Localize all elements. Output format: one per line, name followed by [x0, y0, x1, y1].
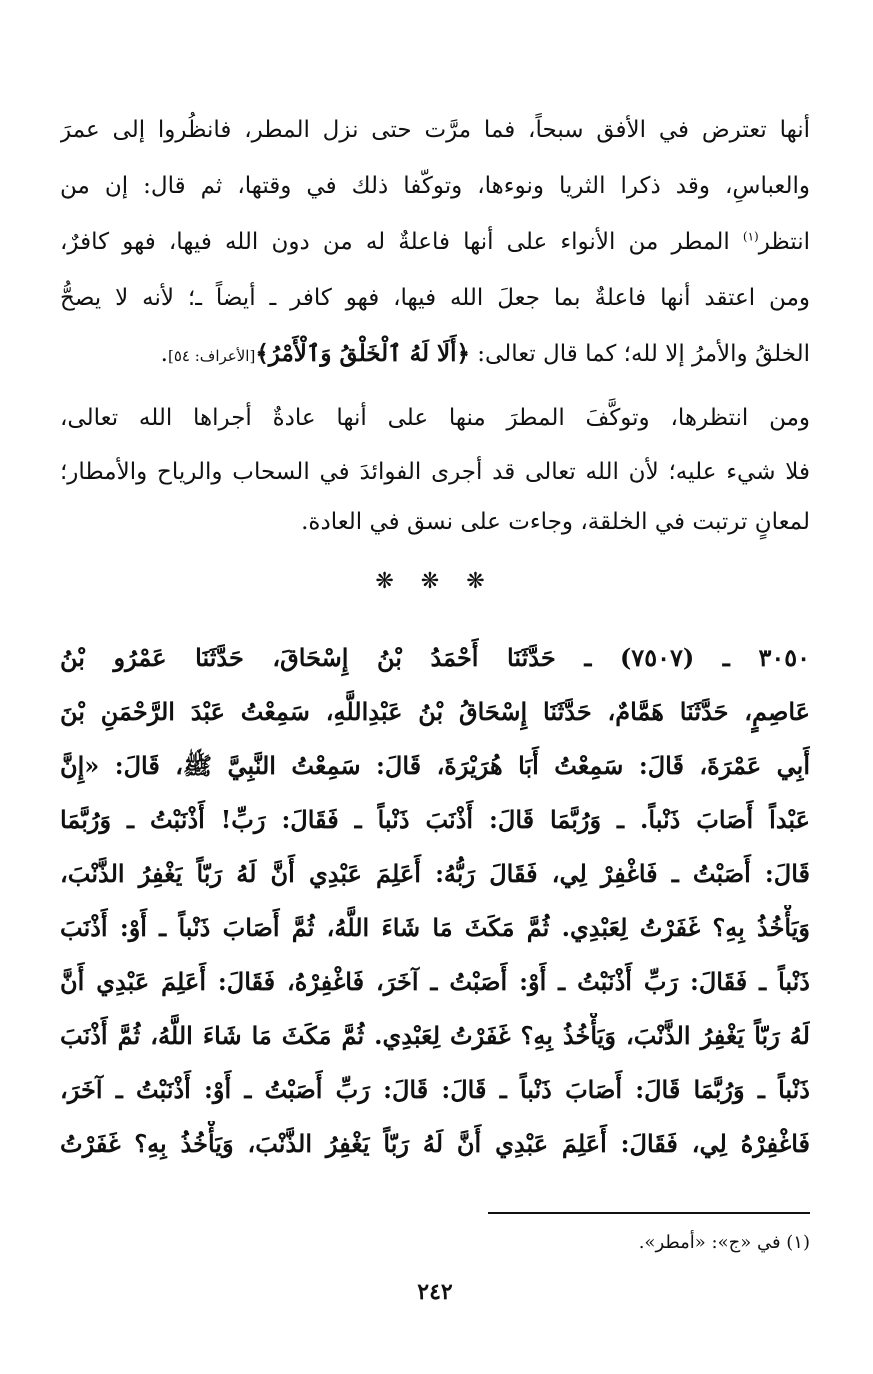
quran-verse: ﴿أَلَا لَهُ ٱلْخَلْقُ وَٱلْأَمْرُ﴾: [255, 340, 470, 367]
text-line: والعباسِ، وقد ذكرا الثريا ونوءها، وتوكّفا ذلك في وقتها، ثم قال: إن من: [60, 173, 810, 199]
text-line: عَاصِمٍ، حَدَّثَنَا هَمَّامٌ، حَدَّثَنَا إِسْحَاقُ بْنُ عَبْدِاللَّهِ، سَمِعْتُ عَبْدَ الرَّحْمَنِ بْنَ: [60, 697, 810, 726]
text-line: ذَنْباً ـ فَقَالَ: رَبِّ أَذْنَبْتُ ـ أَوْ: أَصَبْتُ ـ آخَرَ، فَاغْفِرْهُ، فَقَالَ: أَعَلِمَ عَبْدِي أَنَّ: [60, 967, 810, 996]
text-span: انتظر: [758, 229, 810, 255]
text-line: قَالَ: أَصَبْتُ ـ فَاغْفِرْ لِي، فَقَالَ رَبُّهُ: أَعَلِمَ عَبْدِي أَنَّ لَهُ رَبّاً يَغْفِرُ الذَّنْبَ،: [60, 859, 810, 888]
text-span: .: [160, 341, 168, 367]
text-span: الخلقُ والأمرُ إلا لله؛ كما قال تعالى:: [469, 341, 810, 367]
text-line: لَهُ رَبّاً يَغْفِرُ الذَّنْبَ، وَيَأْخُذُ بِهِ؟ غَفَرْتُ لِعَبْدِي. ثُمَّ مَكَثَ مَا شَاءَ اللَّهُ، ثُمَّ أَذْنَبَ: [60, 1021, 810, 1050]
text-line: ذَنْباً ـ وَرُبَّمَا قَالَ: أَصَابَ ذَنْباً ـ قَالَ: قَالَ: رَبِّ أَصَبْتُ ـ أَوْ: أَذْنَبْتُ ـ آخَرَ،: [60, 1075, 810, 1104]
text-line: أَبِي عَمْرَةَ، قَالَ: سَمِعْتُ أَبَا هُرَيْرَةَ، قَالَ: سَمِعْتُ النَّبِيَّ ﷺ، قَالَ: «إِنَّ: [60, 751, 810, 780]
surah-reference: [الأعراف: ٥٤]: [167, 347, 256, 365]
text-line: ومن انتظرها، وتوكَّفَ المطرَ منها على أنها عادةٌ أجراها الله تعالى،: [60, 405, 810, 431]
text-line: فلا شيء عليه؛ لأن الله تعالى قد أجرى الفوائدَ في السحاب والرياح والأمطار؛: [60, 459, 810, 485]
text-line: وَيَأْخُذُ بِهِ؟ غَفَرْتُ لِعَبْدِي. ثُمَّ مَكَثَ مَا شَاءَ اللَّهُ، ثُمَّ أَصَابَ ذَنْباً ـ أَوْ: أَذْنَبَ: [60, 913, 810, 942]
text-line: أنها تعترض في الأفق سبحاً، فما مرَّت حتى نزل المطر، فانظُروا إلى عمرَ: [60, 117, 810, 143]
text-line: [60, 334, 810, 374]
footnote-marker: (١): [742, 229, 759, 244]
book-page: [60, 0, 810, 1374]
footnote-divider: [488, 1212, 810, 1214]
footnote: (١) في «ج»: «أمطر».: [638, 1232, 810, 1253]
text-span: المطر من الأنواء على أنها فاعلةٌ له من دون الله فيها، فهو كافرٌ،: [60, 229, 743, 255]
text-line: لمعانٍ ترتبت في الخلقة، وجاءت على نسق في العادة.: [301, 509, 810, 535]
text-line: ومن اعتقد أنها فاعلةٌ بما جعلَ الله فيها، فهو كافر ـ أيضاً ـ؛ لأنه لا يصحُّ: [60, 285, 810, 311]
page-number: ٢٤٢: [417, 1279, 453, 1305]
text-line: عَبْداً أَصَابَ ذَنْباً. ـ وَرُبَّمَا قَالَ: أَذْنَبَ ذَنْباً ـ فَقَالَ: رَبِّ! أَذْنَبْتُ ـ وَرُبَّمَا: [60, 805, 810, 834]
section-separator: ❋ ❋ ❋: [375, 569, 495, 594]
text-line: ٣٠٥٠ ـ (٧٥٠٧) ـ حَدَّثَنَا أَحْمَدُ بْنُ إِسْحَاقَ، حَدَّثَنَا عَمْرُو بْنُ: [60, 643, 810, 672]
text-line: [60, 222, 810, 262]
text-line: فَاغْفِرْهُ لِي، فَقَالَ: أَعَلِمَ عَبْدِي أَنَّ لَهُ رَبّاً يَغْفِرُ الذَّنْبَ، وَيَأْخُذُ بِهِ؟ غَفَرْتُ: [60, 1129, 810, 1158]
